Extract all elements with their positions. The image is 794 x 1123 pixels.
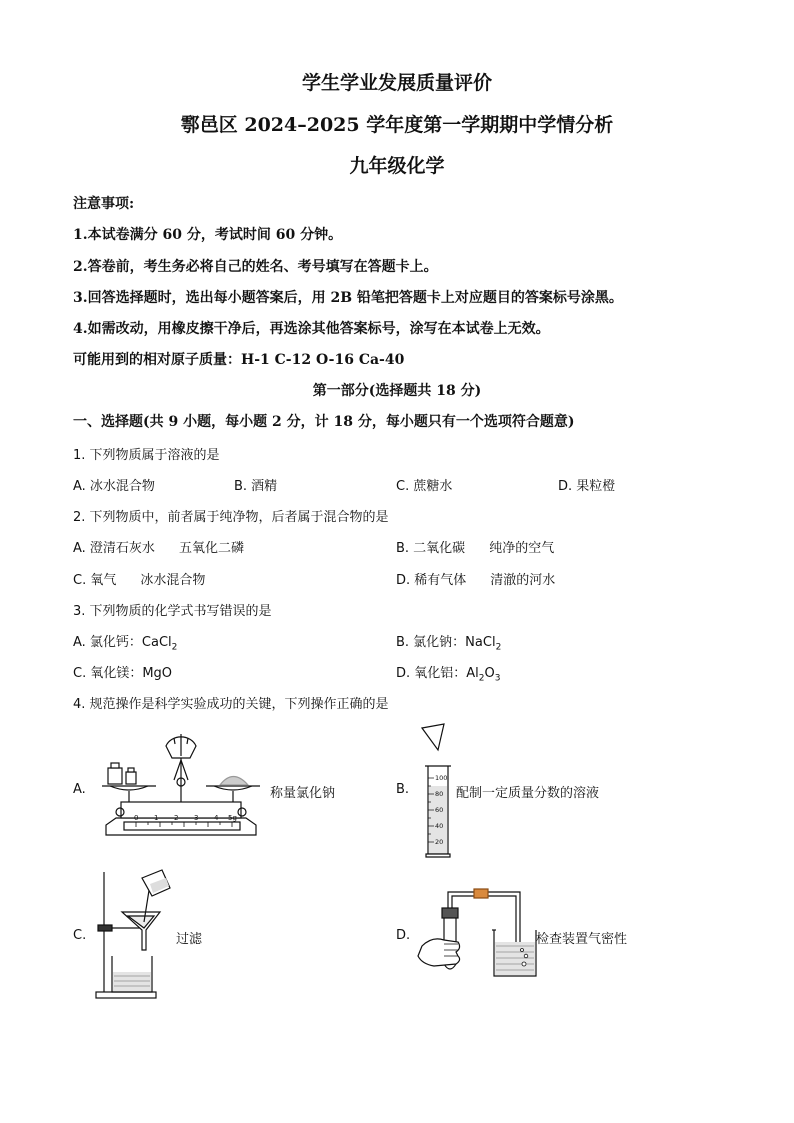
q3-option-b: B. 氯化钠：NaCl$_2$ [396,635,502,653]
notice-item-2: 2.答卷前，考生务必将自己的姓名、考号填写在答题卡上。 [73,259,438,275]
q2-option-c: C. 氧气 冰水混合物 [73,573,206,588]
part1-title: 第一部分(选择题共 18 分) [312,383,482,399]
filtration-figure [94,866,174,1000]
q3-stem: 3. 下列物质的化学式书写错误的是 [73,604,272,619]
cylinder-tick-20: 20 [435,838,444,846]
scale-tick-0: 0 [134,814,139,822]
q4-option-a-letter: A. [73,782,86,797]
q4-option-c-label: 过滤 [176,932,203,947]
airtightness-check-figure [414,884,538,980]
q1-option-c: C. 蔗糖水 [396,479,453,494]
q1-option-b: B. 酒精 [234,479,278,494]
scale-tick-2: 2 [174,814,179,822]
section-1-heading: 一、选择题(共 9 小题，每小题 2 分，计 18 分，每小题只有一个选项符合题意) [73,414,575,430]
q3-option-c: C. 氧化镁：MgO [73,666,173,681]
q4-option-d-letter: D. [396,928,411,943]
subject-title: 九年级化学 [349,155,445,177]
q4-option-a-label: 称量氯化钠 [270,786,336,801]
q4-option-b-label: 配制一定质量分数的溶液 [456,786,600,801]
q1-stem: 1. 下列物质属于溶液的是 [73,448,220,463]
cylinder-tick-40: 40 [435,822,444,830]
scale-tick-1: 1 [154,814,159,822]
atomic-mass-line: 可能用到的相对原子质量：H-1 C-12 O-16 Ca-40 [73,352,405,368]
q4-option-d-label: 检查装置气密性 [536,932,628,947]
exam-series-title: 学生学业发展质量评价 [301,72,492,94]
q2-option-a: A. 澄清石灰水 五氧化二磷 [73,541,244,556]
q3-option-a: A. 氯化钙：CaCl$_2$ [73,635,178,653]
notice-item-1: 1.本试卷满分 60 分，考试时间 60 分钟。 [73,227,343,243]
q4-option-c-letter: C. [73,928,87,943]
cylinder-tick-80: 80 [435,790,444,798]
q2-option-b: B. 二氧化碳 纯净的空气 [396,541,555,556]
scale-tick-3: 3 [194,814,199,822]
q4-stem: 4. 规范操作是科学实验成功的关键，下列操作正确的是 [73,697,389,712]
scale-tick-4: 4 [214,814,219,822]
notice-item-3: 3.回答选择题时，选出每小题答案后，用 2B 铅笔把答题卡上对应题目的答案标号涂黑。 [73,290,623,306]
q2-stem: 2. 下列物质中，前者属于纯净物，后者属于混合物的是 [73,510,389,525]
exam-title: 鄠邑区 2024–2025 学年度第一学期期中学情分析 [180,114,614,136]
q4-option-b-letter: B. [396,782,410,797]
cylinder-tick-100: 100 [435,774,448,782]
scale-tick-5: 5g [228,814,237,822]
notice-title: 注意事项: [73,196,135,212]
q1-option-d: D. 果粒橙 [558,479,616,494]
q3-option-d: D. 氧化铝：$Al_2O_3$ [396,666,501,684]
balance-scale-figure [96,730,266,848]
graduated-cylinder-figure [418,722,454,858]
notice-item-4: 4.如需改动，用橡皮擦干净后，再选涂其他答案标号，涂写在本试卷上无效。 [73,321,550,337]
q2-option-d: D. 稀有气体 清澈的河水 [396,573,556,588]
q1-option-a: A. 冰水混合物 [73,479,155,494]
cylinder-tick-60: 60 [435,806,444,814]
